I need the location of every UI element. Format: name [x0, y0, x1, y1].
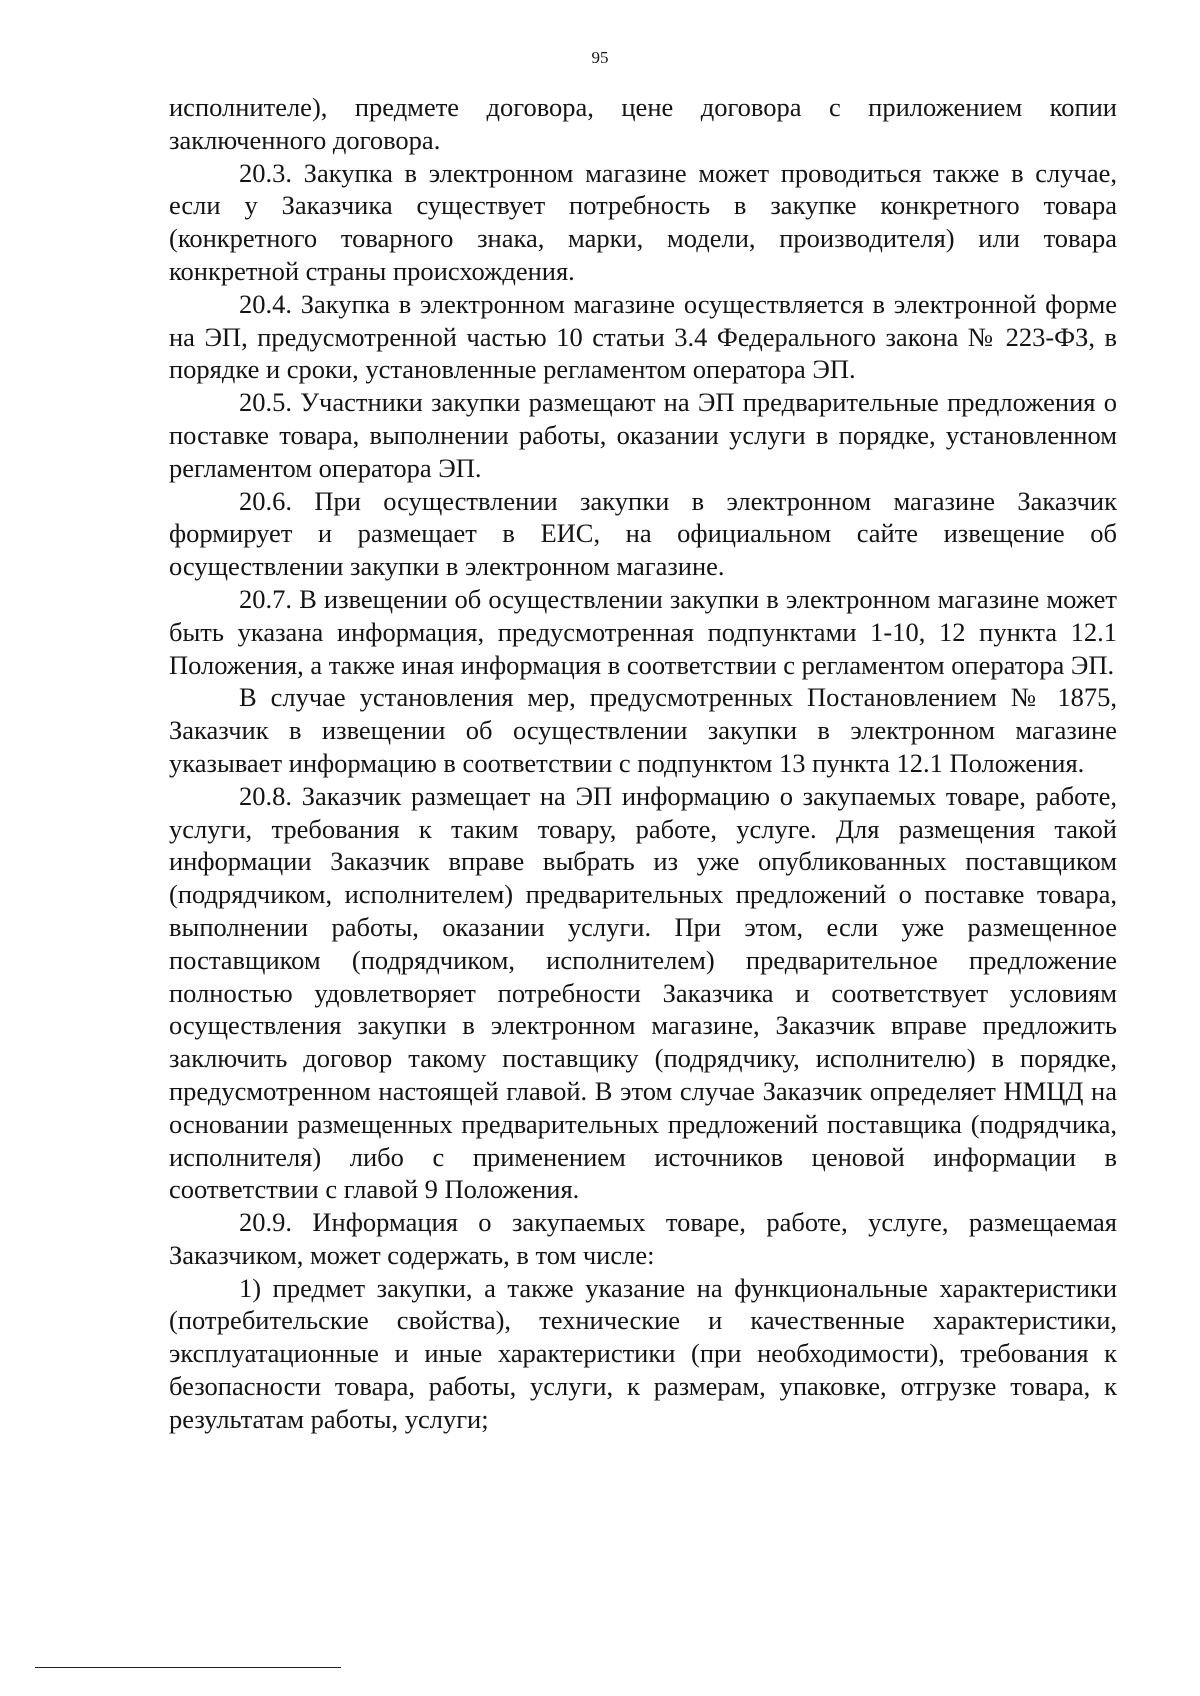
- paragraph-continuation: исполнителе), предмете договора, цене договора с приложением копии заключенного договора.: [169, 92, 1117, 155]
- paragraph-20-6: 20.6. При осуществлении закупки в электронном магазине Заказчик формирует и размещает в ЕИС, на официальном сайте извещение об осуществлении закупки в электронном магазине.: [169, 485, 1117, 582]
- paragraph-20-5: 20.5. Участники закупки размещают на ЭП предварительные предложения о поставке товара, выполнении работы, оказании услуги в порядке, установленном регламентом оператора ЭП.: [169, 387, 1117, 483]
- paragraph-20-7-measures: В случае установления мер, предусмотренных Постановлением № 1875, Заказчик в извещении об осуществлении закупки в электронном магазине указывает информацию в соответствии с подпунктом 13 пункта 12.1 Положения.: [169, 682, 1117, 778]
- footnote-divider: [35, 1667, 341, 1668]
- paragraph-20-9: 20.9. Информация о закупаемых товаре, работе, услуге, размещаемая Заказчиком, может содержать, в том числе:: [169, 1207, 1117, 1270]
- document-body: [169, 91, 1117, 1436]
- paragraph-20-4: 20.4. Закупка в электронном магазине осуществляется в электронной форме на ЭП, предусмотренной частью 10 статьи 3.4 Федерального закона № 223-ФЗ, в порядке и сроки, установленные регламентом оператора ЭП.: [169, 288, 1117, 385]
- paragraph-20-8: 20.8. Заказчик размещает на ЭП информацию о закупаемых товаре, работе, услуги, требования к таким товару, работе, услуге. Для размещения такой информации Заказчик вправе выбрать из уже опубликованных поставщиком (подрядчиком, исполнителем) предварительных предложений о поставке товара, выполнении работы, оказании услуги. При этом, если уже размещенное поставщиком (подрядчиком, исполнителем) предварительное предложение полностью удовлетворяет потребности Заказчика и соответствует условиям осуществления закупки в электронном магазине, Заказчик вправе предложить заключить договор такому поставщику (подрядчику, исполнителю) в порядке, предусмотренном настоящей главой. В этом случае Заказчик определяет НМЦД на основании размещенных предварительных предложений поставщика (подрядчика, исполнителя) либо с применением источников ценовой информации в соответствии с главой 9 Положения.: [169, 780, 1117, 1205]
- page-number: 95: [591, 48, 609, 67]
- list-item-1: 1) предмет закупки, а также указание на функциональные характеристики (потребительские свойства), технические и качественные характеристики, эксплуатационные и иные характеристики (при необходимости), требования к безопасности товара, работы, услуги, к размерам, упаковке, отгрузке товара, к результатам работы, услуги;: [169, 1272, 1117, 1434]
- paragraph-20-7: 20.7. В извещении об осуществлении закупки в электронном магазине может быть указана информация, предусмотренная подпунктами 1-10, 12 пункта 12.1 Положения, а также иная информация в соответствии с регламентом оператора ЭП.: [169, 583, 1117, 680]
- paragraph-20-3: 20.3. Закупка в электронном магазине может проводиться также в случае, если у Заказчика существует потребность в закупке конкретного товара (конкретного товарного знака, марки, модели, производителя) или товара конкретной страны происхождения.: [169, 157, 1117, 286]
